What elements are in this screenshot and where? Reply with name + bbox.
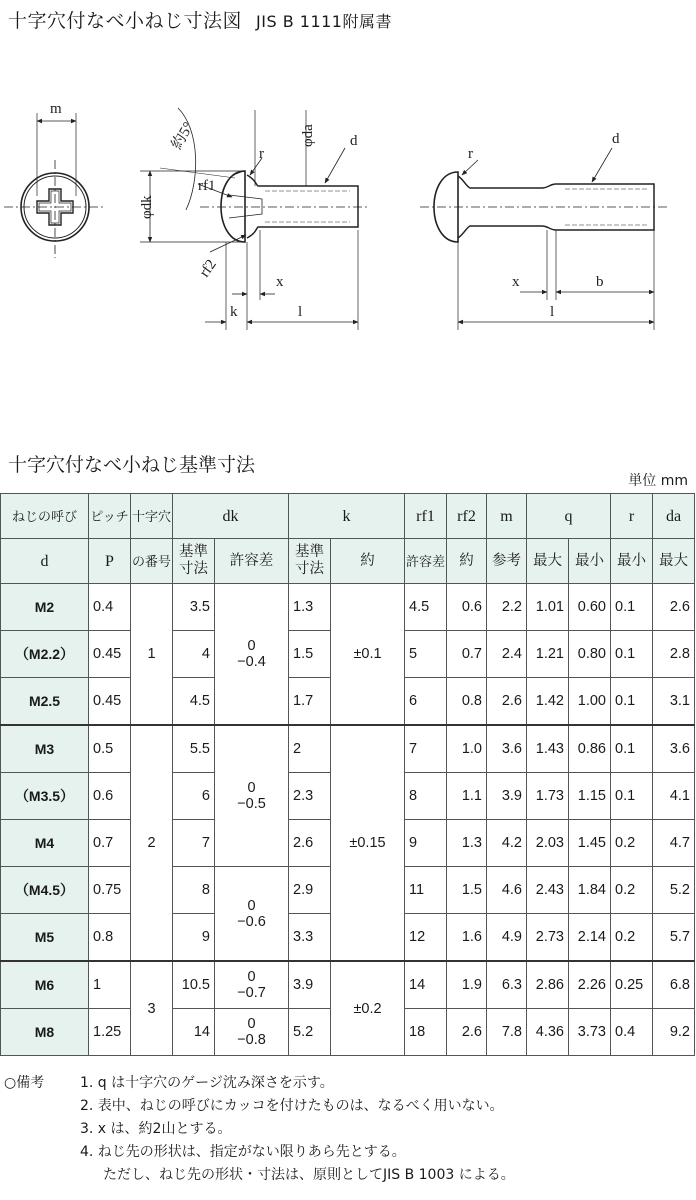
- col-pitch-bottom: P: [89, 539, 131, 584]
- cell-k-approx: ±0.2: [331, 961, 405, 1056]
- col-name-bottom: d: [1, 539, 89, 584]
- dimension-table: [0, 493, 695, 1056]
- cell-q-max: 1.21: [527, 631, 569, 678]
- cell-m: 2.6: [487, 678, 527, 726]
- cell-m: 3.9: [487, 773, 527, 820]
- cell-rf2: 1.5: [447, 867, 487, 914]
- cell-q-min: 2.14: [569, 914, 611, 962]
- col-q: q: [527, 494, 611, 539]
- label-m: m: [50, 101, 62, 117]
- cell-q-max: 2.43: [527, 867, 569, 914]
- label-b: b: [596, 274, 604, 290]
- cell-k-basic: 3.3: [289, 914, 331, 962]
- cell-dk-basic: 3.5: [173, 584, 215, 631]
- cell-rf2: 2.6: [447, 1009, 487, 1056]
- cell-dk-basic: 8: [173, 867, 215, 914]
- cell-d: M2.5: [1, 678, 89, 726]
- label-x-reduced: x: [512, 274, 520, 290]
- cell-r: 0.2: [611, 820, 653, 867]
- cell-k-basic: 1.7: [289, 678, 331, 726]
- cell-m: 3.6: [487, 725, 527, 773]
- cell-q-max: 1.43: [527, 725, 569, 773]
- cell-pitch: 1.25: [89, 1009, 131, 1056]
- note-item: 4. ねじ先の形状は、指定がない限りあら先とする。: [80, 1144, 406, 1160]
- cell-da: 2.8: [653, 631, 695, 678]
- col-dk: dk: [173, 494, 289, 539]
- cell-rf2: 1.1: [447, 773, 487, 820]
- cell-q-max: 1.42: [527, 678, 569, 726]
- cell-d: M8: [1, 1009, 89, 1056]
- cell-r: 0.25: [611, 961, 653, 1009]
- label-k: k: [230, 304, 238, 320]
- cell-r: 0.2: [611, 914, 653, 962]
- col-cross-bottom: の番号: [131, 539, 173, 584]
- cell-da: 5.7: [653, 914, 695, 962]
- cell-k-basic: 2.6: [289, 820, 331, 867]
- col-r: r: [611, 494, 653, 539]
- cell-q-max: 2.03: [527, 820, 569, 867]
- cell-dk-tolerance: 0 −0.5: [215, 725, 289, 867]
- cell-rf1: 11: [405, 867, 447, 914]
- cell-da: 4.7: [653, 820, 695, 867]
- cell-dk-basic: 4.5: [173, 678, 215, 726]
- label-d-reduced: d: [612, 131, 620, 147]
- cell-cross-number: 1: [131, 584, 173, 726]
- title-text: 十字穴付なべ小ねじ寸法図: [8, 10, 243, 32]
- cell-r: 0.4: [611, 1009, 653, 1056]
- table-row: [1, 961, 695, 1009]
- cell-da: 3.1: [653, 678, 695, 726]
- cell-pitch: 1: [89, 961, 131, 1009]
- label-x-side: x: [276, 274, 284, 290]
- cell-m: 4.9: [487, 914, 527, 962]
- cell-q-min: 1.00: [569, 678, 611, 726]
- col-q-max: 最大: [527, 539, 569, 584]
- cell-rf1: 7: [405, 725, 447, 773]
- page-title: [8, 6, 392, 33]
- table-row: [1, 584, 695, 631]
- cell-pitch: 0.45: [89, 631, 131, 678]
- col-da-max: 最大: [653, 539, 695, 584]
- label-phi-dk: φdk: [139, 195, 155, 219]
- cell-rf2: 1.0: [447, 725, 487, 773]
- cell-da: 4.1: [653, 773, 695, 820]
- cell-pitch: 0.4: [89, 584, 131, 631]
- cell-r: 0.1: [611, 631, 653, 678]
- cell-dk-basic: 9: [173, 914, 215, 962]
- cell-dk-basic: 5.5: [173, 725, 215, 773]
- cell-rf1: 12: [405, 914, 447, 962]
- col-da: da: [653, 494, 695, 539]
- label-rf2: rf2: [196, 256, 220, 281]
- col-k: k: [289, 494, 405, 539]
- cell-dk-tolerance: 0 −0.6: [215, 867, 289, 962]
- cell-r: 0.1: [611, 584, 653, 631]
- col-cross-top: 十字穴: [131, 494, 173, 539]
- cell-dk-tolerance: 0 −0.8: [215, 1009, 289, 1056]
- col-m-reference: 参考: [487, 539, 527, 584]
- cell-pitch: 0.6: [89, 773, 131, 820]
- note-item: 2. 表中、ねじの呼びにカッコを付けたものは、なるべく用いない。: [80, 1098, 504, 1114]
- cell-q-min: 2.26: [569, 961, 611, 1009]
- note-item: 3. x は、約2山とする。: [80, 1121, 232, 1137]
- cell-cross-number: 2: [131, 725, 173, 961]
- cell-da: 3.6: [653, 725, 695, 773]
- cell-q-max: 4.36: [527, 1009, 569, 1056]
- cell-k-basic: 2: [289, 725, 331, 773]
- note-item: 1. q は十字穴のゲージ沈み深さを示す。: [80, 1075, 334, 1091]
- cell-rf1: 4.5: [405, 584, 447, 631]
- cell-k-basic: 2.9: [289, 867, 331, 914]
- col-dk-tolerance: 許容差: [215, 539, 289, 584]
- cell-m: 4.2: [487, 820, 527, 867]
- label-r-side: r: [259, 146, 264, 162]
- cell-d: M6: [1, 961, 89, 1009]
- cell-m: 2.4: [487, 631, 527, 678]
- cell-dk-basic: 6: [173, 773, 215, 820]
- cell-q-min: 3.73: [569, 1009, 611, 1056]
- cell-pitch: 0.5: [89, 725, 131, 773]
- col-rf1-tolerance: 許容差: [405, 539, 447, 584]
- cell-da: 6.8: [653, 961, 695, 1009]
- cell-rf1: 14: [405, 961, 447, 1009]
- label-r-reduced: r: [468, 146, 473, 162]
- cell-k-basic: 1.3: [289, 584, 331, 631]
- col-pitch-top: ピッチ: [89, 494, 131, 539]
- cell-dk-tolerance: 0 −0.4: [215, 584, 289, 726]
- cell-dk-basic: 10.5: [173, 961, 215, 1009]
- cell-rf1: 18: [405, 1009, 447, 1056]
- notes-list: [80, 1072, 690, 1187]
- col-m: m: [487, 494, 527, 539]
- label-l-reduced: l: [550, 304, 555, 320]
- cell-q-min: 1.45: [569, 820, 611, 867]
- cell-rf1: 8: [405, 773, 447, 820]
- cell-q-max: 1.01: [527, 584, 569, 631]
- cell-dk-basic: 7: [173, 820, 215, 867]
- cell-pitch: 0.45: [89, 678, 131, 726]
- cell-d: （M2.2）: [1, 631, 89, 678]
- col-rf2: rf2: [447, 494, 487, 539]
- cell-pitch: 0.8: [89, 914, 131, 962]
- standard-reference: JIS B 1111附属書: [256, 12, 392, 31]
- screw-reduced-view: [420, 131, 668, 330]
- cell-m: 6.3: [487, 961, 527, 1009]
- head-front-view: [4, 101, 106, 258]
- cell-d: （M4.5）: [1, 867, 89, 914]
- cell-q-min: 0.86: [569, 725, 611, 773]
- cell-rf1: 6: [405, 678, 447, 726]
- label-d-side: d: [350, 133, 358, 149]
- col-r-min: 最小: [611, 539, 653, 584]
- col-q-min: 最小: [569, 539, 611, 584]
- cell-r: 0.1: [611, 725, 653, 773]
- cell-q-max: 2.73: [527, 914, 569, 962]
- cell-k-basic: 2.3: [289, 773, 331, 820]
- col-k-approx: 約: [331, 539, 405, 584]
- table-body: [1, 584, 695, 1056]
- cell-d: M5: [1, 914, 89, 962]
- cell-q-max: 1.73: [527, 773, 569, 820]
- label-approx-5deg: 約5°: [168, 119, 198, 153]
- col-name-top: ねじの呼び: [1, 494, 89, 539]
- cell-q-min: 1.15: [569, 773, 611, 820]
- cell-k-approx: ±0.15: [331, 725, 405, 961]
- col-rf1: rf1: [405, 494, 447, 539]
- cell-m: 7.8: [487, 1009, 527, 1056]
- col-rf2-approx: 約: [447, 539, 487, 584]
- cell-d: M2: [1, 584, 89, 631]
- label-phi-da: φda: [300, 124, 316, 147]
- table-title: 十字穴付なべ小ねじ基準寸法: [8, 454, 256, 476]
- cell-da: 2.6: [653, 584, 695, 631]
- note-item: ただし、ねじ先の形状・寸法は、原則としてJIS B 1003 による。: [103, 1167, 515, 1183]
- cell-da: 9.2: [653, 1009, 695, 1056]
- cell-k-basic: 3.9: [289, 961, 331, 1009]
- cell-cross-number: 3: [131, 961, 173, 1056]
- unit-label: 単位 mm: [628, 473, 688, 489]
- cell-d: （M3.5）: [1, 773, 89, 820]
- cell-rf2: 1.3: [447, 820, 487, 867]
- col-dk-basic: 基準寸法: [173, 539, 215, 584]
- cell-d: M4: [1, 820, 89, 867]
- cell-k-approx: ±0.1: [331, 584, 405, 726]
- cell-r: 0.1: [611, 678, 653, 726]
- cell-rf2: 0.6: [447, 584, 487, 631]
- cell-rf1: 9: [405, 820, 447, 867]
- cell-q-min: 0.60: [569, 584, 611, 631]
- cell-q-min: 1.84: [569, 867, 611, 914]
- cell-k-basic: 5.2: [289, 1009, 331, 1056]
- cell-r: 0.1: [611, 773, 653, 820]
- screw-side-view: [139, 108, 370, 330]
- table-row: [1, 725, 695, 773]
- cell-rf2: 1.9: [447, 961, 487, 1009]
- cell-m: 4.6: [487, 867, 527, 914]
- cell-r: 0.2: [611, 867, 653, 914]
- cell-da: 5.2: [653, 867, 695, 914]
- cell-d: M3: [1, 725, 89, 773]
- cell-pitch: 0.7: [89, 820, 131, 867]
- cell-pitch: 0.75: [89, 867, 131, 914]
- cell-rf2: 0.8: [447, 678, 487, 726]
- notes-label: ○備考: [4, 1075, 45, 1091]
- cell-dk-tolerance: 0 −0.7: [215, 961, 289, 1009]
- cell-m: 2.2: [487, 584, 527, 631]
- cell-rf2: 1.6: [447, 914, 487, 962]
- cell-k-basic: 1.5: [289, 631, 331, 678]
- label-rf1: rf1: [198, 178, 216, 194]
- screw-drawing: [0, 40, 696, 340]
- cell-dk-basic: 4: [173, 631, 215, 678]
- cell-q-max: 2.86: [527, 961, 569, 1009]
- cell-rf1: 5: [405, 631, 447, 678]
- cell-dk-basic: 14: [173, 1009, 215, 1056]
- label-l-side: l: [298, 304, 303, 320]
- cell-q-min: 0.80: [569, 631, 611, 678]
- cell-rf2: 0.7: [447, 631, 487, 678]
- col-k-basic: 基準寸法: [289, 539, 331, 584]
